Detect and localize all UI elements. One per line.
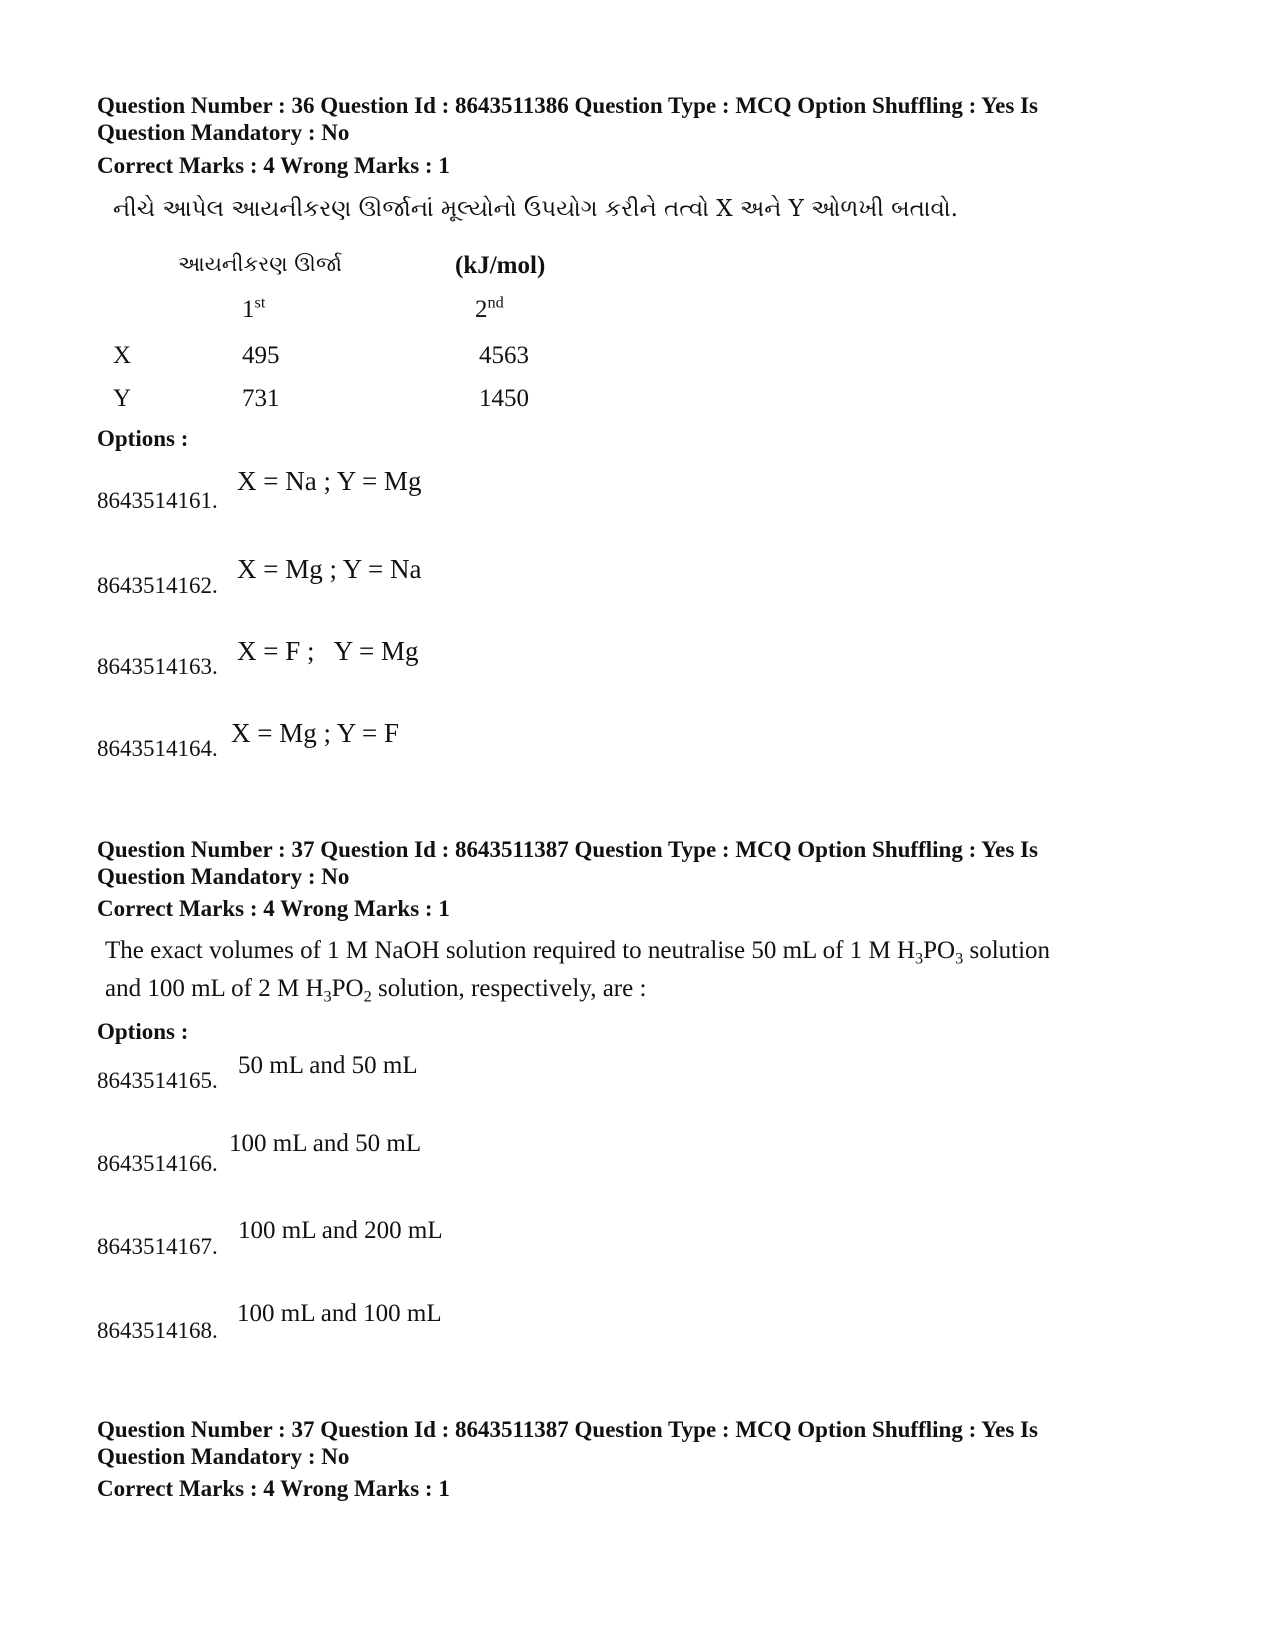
question-text: નીચે આપેલ આયનીકરણ ઊર્જાનાં મૂલ્યોનો ઉપયોગ કરીને તત્વો X અને Y ઓળખી બતાવો. <box>113 196 958 222</box>
option-id: 8643514163. <box>97 654 218 679</box>
question-header: Question Number : 37 Question Id : 8643511387 Question Type : MCQ Option Shuffling : Yes Is <box>97 1417 1038 1442</box>
question-text-line-2: and 100 mL of 2 M $H_3PO_2$ solution, respectively, are : <box>105 975 647 1006</box>
option-text: 50 mL and 50 mL <box>238 1052 418 1079</box>
question-header: Question Number : 36 Question Id : 8643511386 Question Type : MCQ Option Shuffling : Yes Is <box>97 93 1038 118</box>
table-cell-second: 1450 <box>479 385 529 412</box>
options-label: Options : <box>97 426 189 451</box>
options-label: Options : <box>97 1019 189 1044</box>
option-id: 8643514167. <box>97 1234 218 1259</box>
option-text: 100 mL and 100 mL <box>237 1300 442 1327</box>
option-id: 8643514164. <box>97 736 218 761</box>
option-id: 8643514165. <box>97 1068 218 1093</box>
table-cell-element: Y <box>113 385 132 412</box>
option-text: X = Mg ; Y = F <box>231 718 399 748</box>
option-id: 8643514161. <box>97 488 218 513</box>
option-id: 8643514166. <box>97 1151 218 1176</box>
option-text: X = Mg ; Y = Na <box>237 554 422 584</box>
option-id: 8643514162. <box>97 573 218 598</box>
table-cell-first: 731 <box>242 385 280 412</box>
option-text: X = Na ; Y = Mg <box>237 466 422 496</box>
option-id: 8643514168. <box>97 1318 218 1343</box>
question-mandatory: Question Mandatory : No <box>97 120 350 145</box>
question-marks: Correct Marks : 4 Wrong Marks : 1 <box>97 1476 450 1501</box>
table-unit: (kJ/mol) <box>455 252 546 279</box>
question-marks: Correct Marks : 4 Wrong Marks : 1 <box>97 896 450 921</box>
table-cell-element: X <box>113 342 132 369</box>
question-mandatory: Question Mandatory : No <box>97 1444 350 1469</box>
table-header-second: 2nd <box>475 293 504 323</box>
table-header-first: 1st <box>242 293 266 323</box>
option-text: 100 mL and 200 mL <box>238 1217 443 1244</box>
table-cell-first: 495 <box>242 342 280 369</box>
question-text-line-1: The exact volumes of 1 M NaOH solution required to neutralise 50 mL of 1 M $H_3PO_3$ solution <box>105 937 1051 968</box>
question-marks: Correct Marks : 4 Wrong Marks : 1 <box>97 153 450 178</box>
option-text: 100 mL and 50 mL <box>229 1130 422 1157</box>
question-mandatory: Question Mandatory : No <box>97 864 350 889</box>
question-header: Question Number : 37 Question Id : 8643511387 Question Type : MCQ Option Shuffling : Yes Is <box>97 837 1038 862</box>
table-column-label: આયનીકરણ ઊર્જા <box>178 252 342 276</box>
table-cell-second: 4563 <box>479 342 529 369</box>
option-text: X = F ; Y = Mg <box>237 636 419 666</box>
